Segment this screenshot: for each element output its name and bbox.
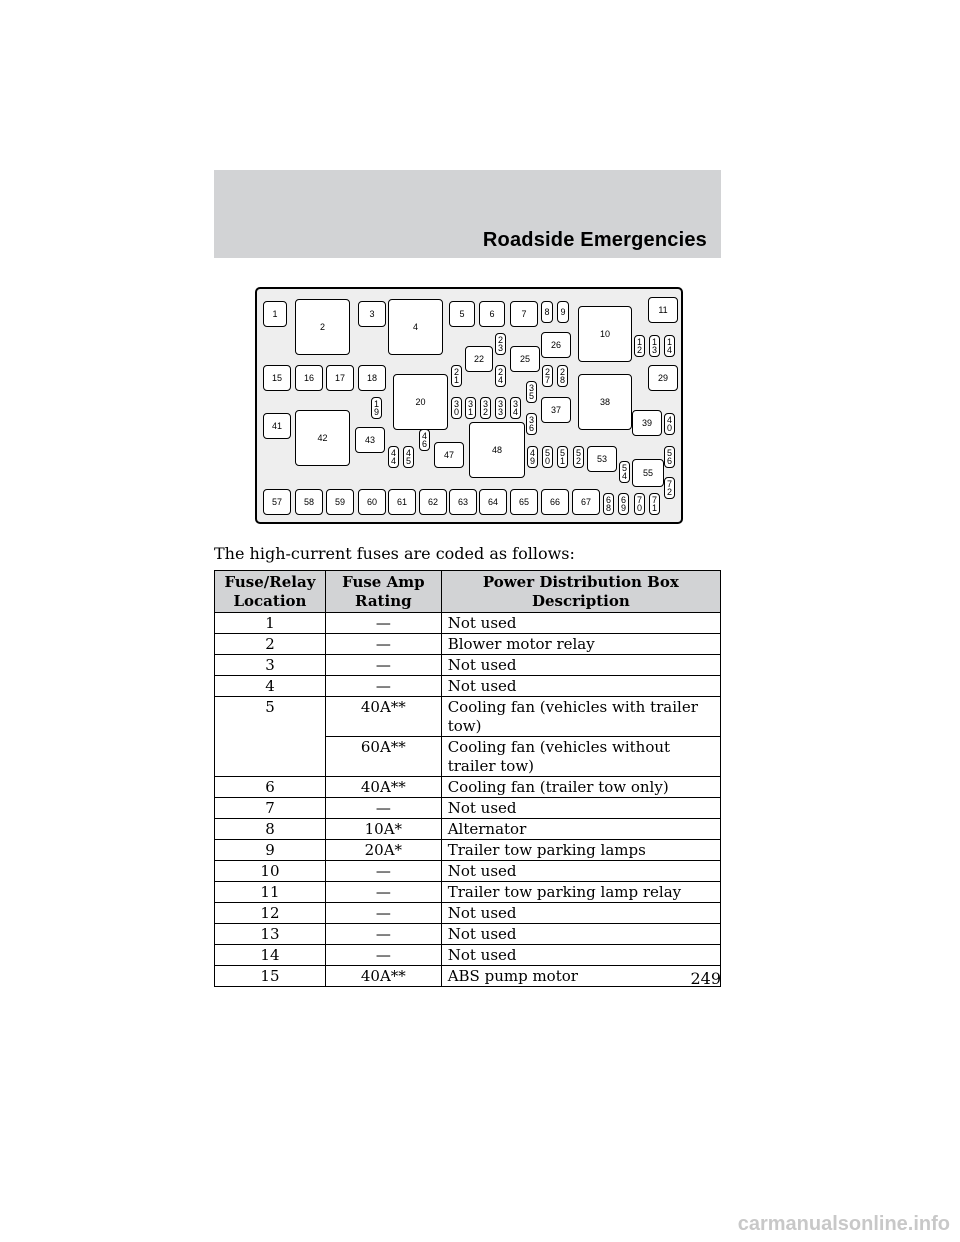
fuse-slot: 5 6 xyxy=(664,446,675,468)
fuse-slot: 48 xyxy=(469,422,525,478)
fuse-slot: 2 xyxy=(295,299,350,355)
fuse-slot: 6 9 xyxy=(618,493,629,515)
fuse-slot: 11 xyxy=(648,297,678,323)
section-title: Roadside Emergencies xyxy=(482,229,707,251)
cell-rating: — xyxy=(325,613,441,634)
fuse-slot: 3 6 xyxy=(526,413,537,435)
cell-location: 7 xyxy=(215,798,326,819)
fuse-slot: 3 2 xyxy=(480,397,491,419)
cell-description: Cooling fan (vehicles without trailer tow) xyxy=(441,737,720,777)
fuse-slot: 4 xyxy=(388,299,443,355)
table-row xyxy=(215,634,721,655)
fuse-slot: 3 0 xyxy=(451,397,462,419)
cell-description: Alternator xyxy=(441,819,720,840)
fuse-slot: 5 4 xyxy=(619,461,630,483)
cell-location: 2 xyxy=(215,634,326,655)
cell-rating: 20A* xyxy=(325,840,441,861)
fuse-slot: 15 xyxy=(263,365,291,391)
fuse-slot: 58 xyxy=(295,489,323,515)
table-row xyxy=(215,924,721,945)
fuse-slot: 10 xyxy=(578,306,632,362)
watermark: carmanualsonline.info xyxy=(737,1213,950,1235)
fuse-slot: 41 xyxy=(263,413,291,439)
cell-description: Not used xyxy=(441,676,720,697)
cell-location xyxy=(215,737,326,777)
fuse-slot: 9 xyxy=(557,301,569,323)
table-row xyxy=(215,945,721,966)
table-row xyxy=(215,903,721,924)
section-header xyxy=(214,170,721,258)
fuse-slot: 17 xyxy=(326,365,354,391)
fuse-slot: 1 xyxy=(263,301,287,327)
cell-location: 12 xyxy=(215,903,326,924)
fuse-slot: 7 xyxy=(510,301,538,327)
fuse-slot: 60 xyxy=(358,489,386,515)
intro-text: The high-current fuses are coded as follows: xyxy=(214,544,575,563)
cell-rating: 10A* xyxy=(325,819,441,840)
cell-location: 1 xyxy=(215,613,326,634)
cell-location: 15 xyxy=(215,966,326,987)
fuse-slot: 7 2 xyxy=(664,477,675,499)
table-row xyxy=(215,882,721,903)
fuse-slot: 66 xyxy=(541,489,569,515)
fuse-slot: 38 xyxy=(578,374,632,430)
cell-location: 11 xyxy=(215,882,326,903)
table-row xyxy=(215,676,721,697)
fuse-slot: 2 7 xyxy=(542,365,553,387)
fuse-slot: 16 xyxy=(295,365,323,391)
fuse-slot: 1 4 xyxy=(664,335,675,357)
cell-location: 5 xyxy=(215,697,326,737)
fuse-slot: 43 xyxy=(355,427,385,453)
cell-description: Not used xyxy=(441,655,720,676)
cell-description: Trailer tow parking lamp relay xyxy=(441,882,720,903)
cell-location: 14 xyxy=(215,945,326,966)
cell-rating: — xyxy=(325,861,441,882)
table-row xyxy=(215,737,721,777)
cell-location: 6 xyxy=(215,777,326,798)
fuse-slot: 39 xyxy=(632,410,662,436)
fuse-slot: 5 0 xyxy=(542,446,553,468)
cell-description: Not used xyxy=(441,945,720,966)
cell-location: 13 xyxy=(215,924,326,945)
fuse-slot: 18 xyxy=(358,365,386,391)
fuse-slot: 63 xyxy=(449,489,477,515)
fuse-slot: 8 xyxy=(541,301,553,323)
cell-description: Not used xyxy=(441,903,720,924)
cell-rating: 40A** xyxy=(325,966,441,987)
fuse-slot: 4 4 xyxy=(388,446,399,468)
cell-location: 4 xyxy=(215,676,326,697)
fuse-slot: 29 xyxy=(648,365,678,391)
fuse-slot: 25 xyxy=(510,346,540,372)
cell-rating: — xyxy=(325,655,441,676)
cell-location: 10 xyxy=(215,861,326,882)
cell-rating: — xyxy=(325,924,441,945)
fuse-slot: 42 xyxy=(295,410,350,466)
fuse-slot: 3 3 xyxy=(495,397,506,419)
fuse-slot: 3 xyxy=(358,301,386,327)
table-row xyxy=(215,655,721,676)
cell-description: Not used xyxy=(441,613,720,634)
header-location: Fuse/Relay Location xyxy=(215,571,326,613)
cell-description: Not used xyxy=(441,798,720,819)
fuse-slot: 6 8 xyxy=(603,493,614,515)
fuse-slot: 1 2 xyxy=(634,335,645,357)
cell-description: Not used xyxy=(441,924,720,945)
table-row xyxy=(215,861,721,882)
fuse-slot: 47 xyxy=(434,442,464,468)
table-row xyxy=(215,613,721,634)
cell-location: 9 xyxy=(215,840,326,861)
cell-location: 8 xyxy=(215,819,326,840)
fuse-slot: 53 xyxy=(587,446,617,472)
fuse-slot: 55 xyxy=(632,459,664,487)
cell-description: ABS pump motor xyxy=(441,966,720,987)
fuse-slot: 2 4 xyxy=(495,365,506,387)
fuse-slot: 22 xyxy=(465,346,493,372)
table-row xyxy=(215,819,721,840)
cell-description: Cooling fan (trailer tow only) xyxy=(441,777,720,798)
fuse-slot: 59 xyxy=(326,489,354,515)
fuse-slot: 3 1 xyxy=(465,397,476,419)
fuse-slot: 20 xyxy=(393,374,448,430)
fuse-slot: 1 3 xyxy=(649,335,660,357)
fuse-slot: 7 1 xyxy=(649,493,660,515)
cell-rating: — xyxy=(325,903,441,924)
fuse-slot: 5 2 xyxy=(573,446,584,468)
cell-description: Blower motor relay xyxy=(441,634,720,655)
fuse-slot: 62 xyxy=(419,489,447,515)
fuse-slot: 2 3 xyxy=(495,333,506,355)
fuse-slot: 3 4 xyxy=(510,397,521,419)
fuse-slot: 57 xyxy=(263,489,291,515)
fuse-slot: 5 1 xyxy=(557,446,568,468)
cell-description: Not used xyxy=(441,861,720,882)
fuse-slot: 61 xyxy=(388,489,416,515)
cell-location: 3 xyxy=(215,655,326,676)
cell-rating: 60A** xyxy=(325,737,441,777)
table-row xyxy=(215,777,721,798)
fuse-box-diagram xyxy=(255,287,683,524)
page-number: 249 xyxy=(690,969,721,988)
fuse-slot: 67 xyxy=(572,489,600,515)
fuse-slot: 4 0 xyxy=(664,413,675,435)
header-rating: Fuse Amp Rating xyxy=(325,571,441,613)
fuse-slot: 6 xyxy=(479,301,505,327)
cell-rating: 40A** xyxy=(325,697,441,737)
fuse-slot: 1 9 xyxy=(371,397,382,419)
fuse-slot: 4 9 xyxy=(527,446,538,468)
fuse-table-header xyxy=(215,571,721,613)
cell-rating: — xyxy=(325,882,441,903)
table-row xyxy=(215,697,721,737)
fuse-slot: 3 5 xyxy=(526,381,537,403)
fuse-slot: 64 xyxy=(479,489,507,515)
table-row xyxy=(215,840,721,861)
fuse-slot: 4 5 xyxy=(403,446,414,468)
fuse-slot: 7 0 xyxy=(634,493,645,515)
fuse-slot: 2 8 xyxy=(557,365,568,387)
fuse-slot: 2 1 xyxy=(451,365,462,387)
cell-rating: — xyxy=(325,798,441,819)
table-row xyxy=(215,966,721,987)
cell-description: Cooling fan (vehicles with trailer tow) xyxy=(441,697,720,737)
header-description: Power Distribution Box Description xyxy=(441,571,720,613)
fuse-slot: 26 xyxy=(541,332,571,358)
cell-rating: 40A** xyxy=(325,777,441,798)
cell-description: Trailer tow parking lamps xyxy=(441,840,720,861)
cell-rating: — xyxy=(325,676,441,697)
fuse-slot: 4 6 xyxy=(419,429,430,451)
cell-rating: — xyxy=(325,945,441,966)
table-row xyxy=(215,798,721,819)
fuse-slot: 37 xyxy=(541,397,571,423)
fuse-slot: 65 xyxy=(510,489,538,515)
cell-rating: — xyxy=(325,634,441,655)
fuse-slot: 5 xyxy=(449,301,475,327)
fuse-table xyxy=(214,570,721,987)
